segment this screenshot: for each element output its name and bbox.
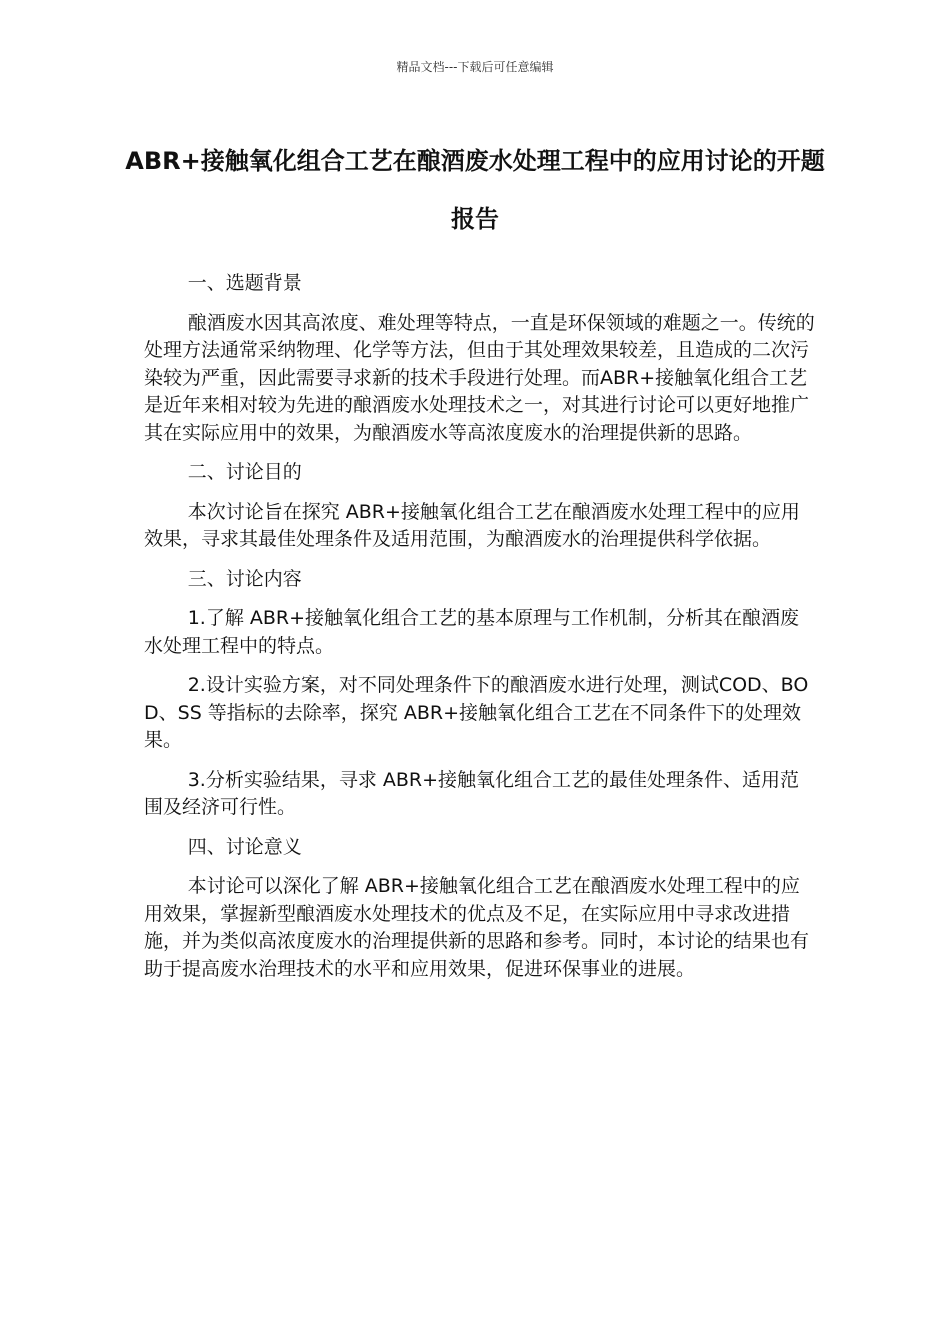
section-paragraph: 本讨论可以深化了解 ABR+接触氧化组合工艺在酿酒废水处理工程中的应用效果，掌握新型酿酒废水处理技术的优点及不足，在实际应用中寻求改进措施，并为类似高浓度废水的治理提供新的思路和参考。同时，本讨论的结果也有助于提高废水治理技术的水平和应用效果，促进环保事业的进展。 [144,875,810,980]
section-heading: 二、讨论目的 [187,461,302,483]
section-heading: 一、选题背景 [187,272,302,294]
section-paragraph: 酿酒废水因其高浓度、难处理等特点，一直是环保领域的难题之一。传统的处理方法通常采纳物理、化学等方法，但由于其处理效果较差，且造成的二次污染较为严重，因此需要寻求新的技术手段进行处理。而ABR+接触氧化组合工艺是近年来相对较为先进的酿酒废水处理技术之一，对其进行讨论可以更好地推广其在实际应用中的效果，为酿酒废水等高浓度废水的治理提供新的思路。 [144,311,815,444]
section-heading: 三、讨论内容 [187,567,302,590]
header-note: 精品文档---下载后可任意编辑 [396,60,554,74]
section-paragraph: 本次讨论旨在探究 ABR+接触氧化组合工艺在酿酒废水处理工程中的应用效果，寻求其最佳处理条件及适用范围，为酿酒废水的治理提供科学依据。 [144,500,800,550]
document-body [144,270,816,995]
section-paragraph: 1.了解 ABR+接触氧化组合工艺的基本原理与工作机制，分析其在酿酒废水处理工程中的特点。 [144,607,800,657]
section-paragraph: 2.设计实验方案，对不同处理条件下的酿酒废水进行处理，测试COD、BOD、SS 等指标的去除率，探究 ABR+接触氧化组合工艺在不同条件下的处理效果。 [144,674,809,751]
section-paragraph: 3.分析实验结果，寻求 ABR+接触氧化组合工艺的最佳处理条件、适用范围及经济可行性。 [144,768,800,818]
document-title: ABR+接触氧化组合工艺在酿酒废水处理工程中的应用讨论的开题报告 [125,147,825,233]
section-heading: 四、讨论意义 [187,835,302,858]
